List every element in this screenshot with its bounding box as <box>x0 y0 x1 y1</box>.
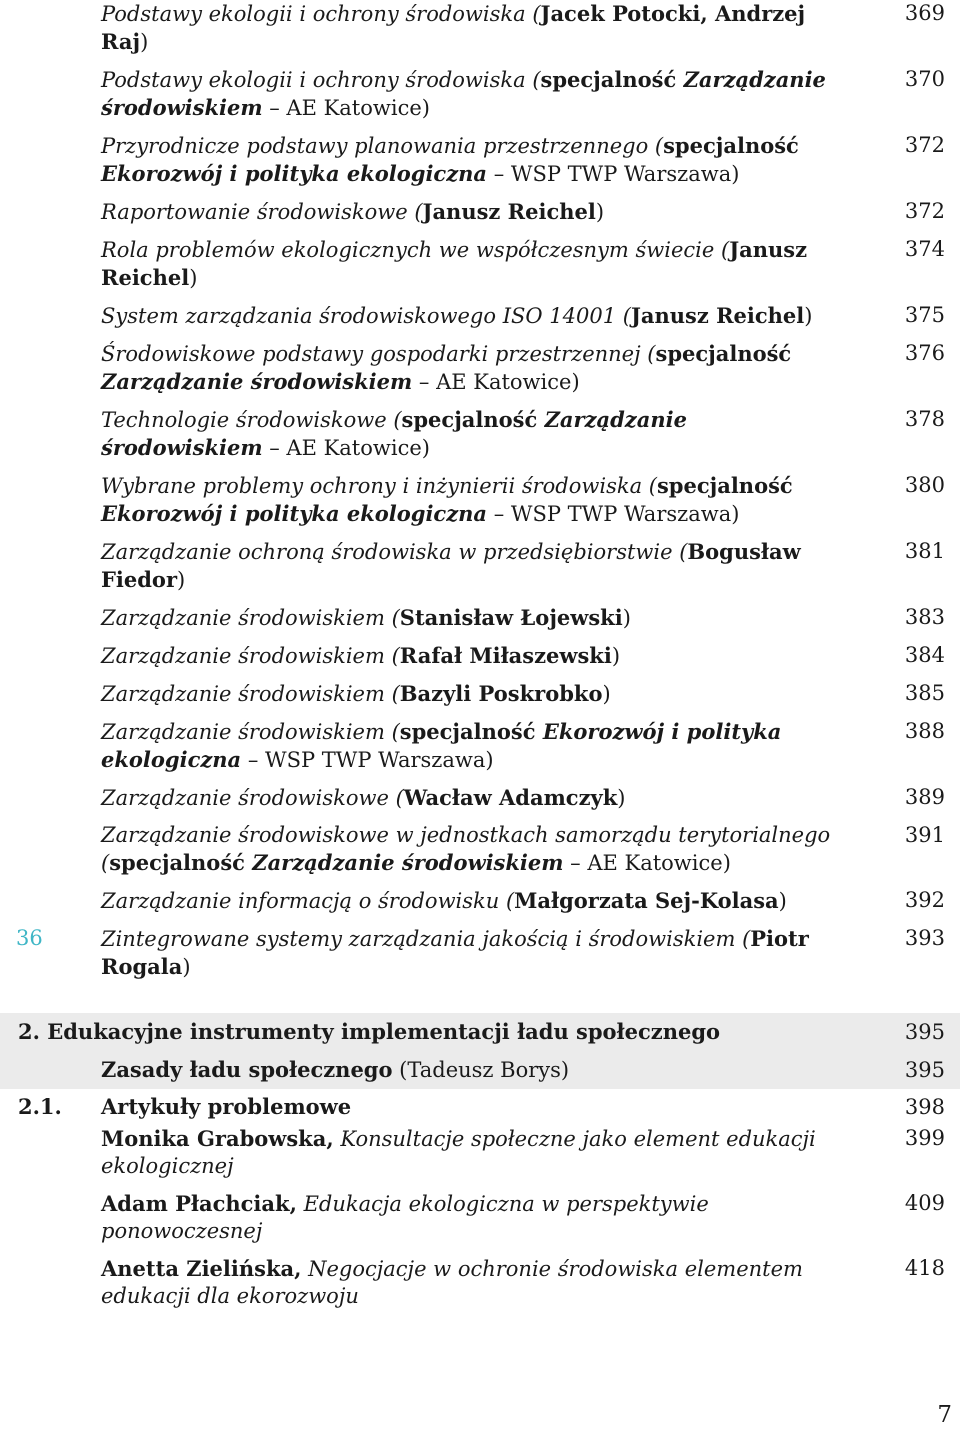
toc-entry-page: 372 <box>904 133 945 157</box>
toc-entry-text: – AE Katowice) <box>412 370 580 394</box>
toc-entry-text: ) <box>140 30 149 54</box>
toc-entry-text: Zarządzanie środowiskiem <box>252 850 564 875</box>
toc-entry-page: 369 <box>904 1 945 25</box>
toc-entry <box>0 680 960 708</box>
section-2-sub-row <box>0 1051 960 1089</box>
toc-entry-text: Zarządzanie informacją o środowisku ( <box>101 889 515 913</box>
toc-entry-text: Piotr Rogala <box>101 926 809 979</box>
toc-entry-text: Ekorozwój i polityka ekologiczna <box>101 719 782 772</box>
toc-entry-text: – WSP TWP Warszawa) <box>487 502 740 526</box>
toc-entry-text: – AE Katowice) <box>262 436 430 460</box>
toc-entry-text: ) <box>804 304 813 328</box>
section-2-band <box>0 1013 960 1089</box>
toc-entry-title <box>101 302 841 330</box>
toc-entry-text: – WSP TWP Warszawa) <box>487 162 740 186</box>
toc-entry <box>0 784 960 812</box>
toc-entry-text: Zarządzanie środowiskiem <box>101 407 687 460</box>
toc-entry-text: Małgorzata Sej-Kolasa <box>514 888 779 913</box>
article-entry <box>0 1255 960 1310</box>
toc-entry-text: Zarządzanie środowiskowe ( <box>101 786 404 810</box>
toc-entry-text: Zarządzanie środowiskiem ( <box>101 720 400 744</box>
section-2-sub-page: 395 <box>904 1058 945 1082</box>
article-title-text: Negocjacje w ochronie środowiska elementem edukacji dla ekorozwoju <box>101 1257 803 1308</box>
section-2-heading: 2. Edukacyjne instrumenty implementacji ładu społecznego <box>18 1019 721 1044</box>
toc-entry <box>0 198 960 226</box>
toc-entry-text: specjalność <box>663 133 799 158</box>
toc-entry-text: – AE Katowice) <box>563 851 731 875</box>
toc-entry <box>0 822 960 877</box>
toc-entry-title <box>101 925 841 981</box>
toc-entry-page: 385 <box>904 681 945 705</box>
side-page-marker: 36 <box>16 926 43 950</box>
toc-entry-text: specjalność <box>399 719 543 744</box>
toc-entry-text: Zarządzanie środowiskiem ( <box>101 682 400 706</box>
toc-entry-page: 380 <box>904 473 945 497</box>
toc-entry-title <box>101 822 841 877</box>
toc-entry-title <box>101 680 841 708</box>
toc-entry-text: Raportowanie środowiskowe ( <box>101 200 423 224</box>
toc-entry-page: 376 <box>904 341 945 365</box>
toc-entry-text: Zarządzanie środowiskowe w jednostkach samorządu terytorialnego ( <box>101 823 831 875</box>
toc-entry <box>0 302 960 330</box>
toc-entry-text: Zarządzanie ochroną środowiska w przedsiębiorstwie ( <box>101 540 688 564</box>
toc-entry-text: ) <box>617 786 626 810</box>
toc-entry-page: 372 <box>904 199 945 223</box>
toc-entry-text: Przyrodnicze podstawy planowania przestrzennego ( <box>101 134 664 158</box>
toc-entry-text: ) <box>622 606 631 630</box>
section-2-1-page: 398 <box>904 1095 945 1119</box>
toc-entry-text: specjalność <box>401 407 545 432</box>
toc-entry-page: 389 <box>904 785 945 809</box>
toc-entry-page: 392 <box>904 888 945 912</box>
toc-entry <box>0 925 960 981</box>
toc-entry-text: Rafał Miłaszewski <box>399 643 612 668</box>
toc-entry <box>0 0 960 56</box>
toc-entry-text: Rola problemów ekologicznych we współczesnym świecie ( <box>101 238 730 262</box>
toc-entry-text: Ekorozwój i polityka ekologiczna <box>101 161 488 186</box>
toc-entry-title <box>101 472 841 528</box>
toc-entry-page: 370 <box>904 67 945 91</box>
toc-entry <box>0 132 960 188</box>
toc-entry <box>0 887 960 915</box>
toc-entry-page: 378 <box>904 407 945 431</box>
toc-entry <box>0 472 960 528</box>
toc-entry <box>0 538 960 594</box>
toc-entry-text: Bazyli Poskrobko <box>399 681 603 706</box>
toc-entry-page: 393 <box>904 926 945 950</box>
article-page: 409 <box>904 1191 945 1215</box>
toc-entry-text: Janusz Reichel <box>101 237 808 290</box>
section-2-1-row <box>0 1089 960 1125</box>
toc-entry-text: Wacław Adamczyk <box>403 785 618 810</box>
toc-entry-text: ) <box>595 200 605 224</box>
toc-entry-text: Zarządzanie środowiskiem <box>101 67 826 120</box>
toc-entry-text: ) <box>611 644 621 668</box>
toc-entry-page: 375 <box>904 303 945 327</box>
article-author: Monika Grabowska, <box>101 1126 334 1151</box>
section-2-sub-bold: Zasady ładu społecznego <box>101 1057 393 1082</box>
article-title-text: Konsultacje społeczne jako element edukacji ekologicznej <box>101 1127 816 1178</box>
toc-entry-text: specjalność <box>656 473 793 498</box>
section-2-page: 395 <box>904 1020 945 1044</box>
toc-entry-title <box>101 604 841 632</box>
article-entry <box>0 1190 960 1245</box>
toc-entry-text: Podstawy ekologii i ochrony środowiska ( <box>101 2 541 26</box>
article-title <box>101 1125 841 1180</box>
toc-entry-title <box>101 0 841 56</box>
toc-entry-text: ) <box>182 955 191 979</box>
toc-entry-text: specjalność <box>655 341 792 366</box>
toc-entry-text: Janusz Reichel <box>630 303 805 328</box>
toc-entry-text: Jacek Potocki, Andrzej Raj <box>101 1 806 54</box>
toc-entry <box>0 236 960 292</box>
toc-entry-title <box>101 538 841 594</box>
toc-entry-text: specjalność <box>540 67 684 92</box>
article-page: 399 <box>904 1126 945 1150</box>
page-number: 7 <box>937 1402 952 1428</box>
section-2-1-number: 2.1. <box>18 1094 62 1119</box>
section-2-sub-rest: (Tadeusz Borys) <box>392 1058 570 1082</box>
toc-entry-text: Zarządzanie środowiskiem ( <box>101 644 400 668</box>
toc-entry-title <box>101 340 841 396</box>
toc-entry-title <box>101 718 841 774</box>
toc-entry-text: Zintegrowane systemy zarządzania jakością i środowiskiem ( <box>101 927 751 951</box>
toc-entry <box>0 718 960 774</box>
toc-entry-text: ) <box>602 682 611 706</box>
toc-entry-title <box>101 784 841 812</box>
toc-entry-title <box>101 66 841 122</box>
toc-entry-text: System zarządzania środowiskowego ISO 14001 ( <box>101 304 631 328</box>
toc-entry-text: – AE Katowice) <box>262 96 430 120</box>
toc-entry-text: Wybrane problemy ochrony i inżynierii środowiska ( <box>101 474 657 498</box>
toc-entry-text: Bogusław Fiedor <box>101 539 801 592</box>
toc-entry-page: 391 <box>904 823 945 847</box>
section-2-1-label: Artykuły problemowe <box>101 1094 352 1119</box>
toc-entry-text: Janusz Reichel <box>422 199 596 224</box>
toc-entry-page: 381 <box>904 539 945 563</box>
article-page: 418 <box>904 1256 945 1280</box>
toc-entry-text: – WSP TWP Warszawa) <box>241 748 494 772</box>
toc-entry-text: ) <box>189 266 198 290</box>
toc-entry-text: Środowiskowe podstawy gospodarki przestrzennej ( <box>101 342 656 366</box>
toc-entry-title <box>101 236 841 292</box>
article-title <box>101 1255 841 1310</box>
toc-entry-page: 383 <box>904 605 945 629</box>
toc-entry-title <box>101 406 841 462</box>
toc-entry-text: specjalność <box>109 850 253 875</box>
toc-entry-title <box>101 198 841 226</box>
article-title <box>101 1190 841 1245</box>
toc-entry-text: Stanisław Łojewski <box>399 605 623 630</box>
toc-entry-text: Zarządzanie środowiskiem <box>101 369 413 394</box>
toc-entry-text: Ekorozwój i polityka ekologiczna <box>101 501 488 526</box>
article-entry <box>0 1125 960 1180</box>
toc-entry <box>0 340 960 396</box>
article-title-text: Edukacja ekologiczna w perspektywie ponowoczesnej <box>101 1192 709 1243</box>
toc-entry-text: Zarządzanie środowiskiem ( <box>101 606 400 630</box>
article-author: Adam Płachciak, <box>101 1191 297 1216</box>
toc-entry-title <box>101 887 841 915</box>
toc-entry-text: Technologie środowiskowe ( <box>101 408 402 432</box>
section-2-heading-row <box>0 1013 960 1051</box>
article-author: Anetta Zielińska, <box>101 1256 302 1281</box>
toc-entry <box>0 406 960 462</box>
toc-entry-text: ) <box>778 889 787 913</box>
article-list <box>0 1125 960 1310</box>
toc-entry-text: Podstawy ekologii i ochrony środowiska ( <box>101 68 541 92</box>
toc-entry-page: 384 <box>904 643 945 667</box>
toc-entry-title <box>101 642 841 670</box>
toc-entry-page: 374 <box>904 237 945 261</box>
toc-entry <box>0 66 960 122</box>
toc-entry <box>0 604 960 632</box>
toc-entry <box>0 642 960 670</box>
toc-entry-title <box>101 132 841 188</box>
toc-entry-text: ) <box>177 568 186 592</box>
toc-entry-page: 388 <box>904 719 945 743</box>
